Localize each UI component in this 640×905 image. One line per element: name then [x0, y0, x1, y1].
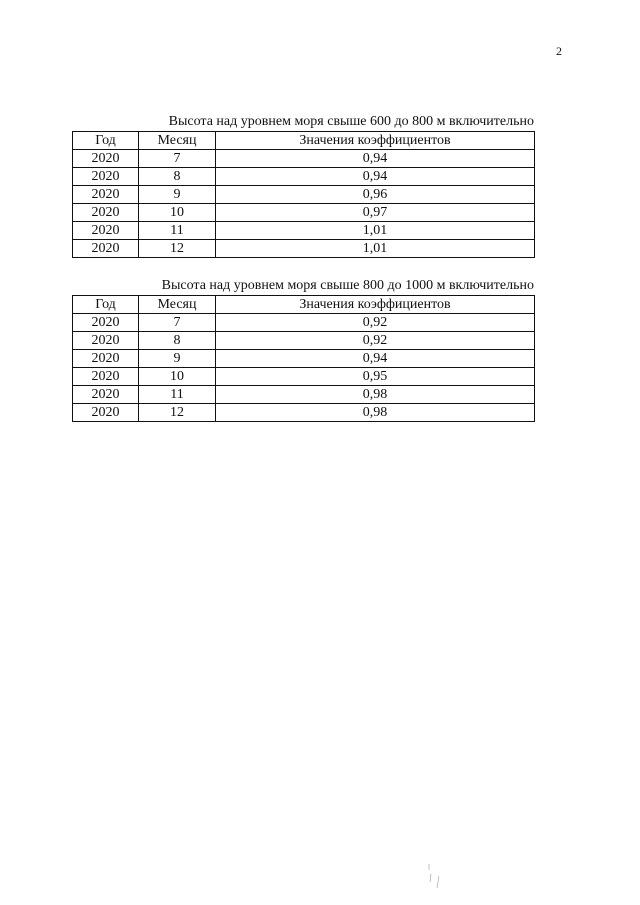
year-cell: 2020: [73, 186, 139, 204]
month-cell: 9: [139, 186, 216, 204]
coefficient-cell: 0,98: [216, 386, 535, 404]
year-cell: 2020: [73, 204, 139, 222]
table-row: [73, 386, 535, 404]
coefficients-table: [72, 131, 535, 258]
year-cell: 2020: [73, 314, 139, 332]
coefficient-cell: 0,94: [216, 150, 535, 168]
scan-specks: [425, 862, 443, 892]
month-cell: 7: [139, 314, 216, 332]
month-cell: 12: [139, 404, 216, 422]
header-month: Месяц: [139, 132, 216, 150]
table-header-row: [73, 132, 535, 150]
header-coefficient: Значения коэффициентов: [216, 296, 535, 314]
month-cell: 7: [139, 150, 216, 168]
month-cell: 10: [139, 204, 216, 222]
coefficient-cell: 0,94: [216, 168, 535, 186]
year-cell: 2020: [73, 222, 139, 240]
header-coefficient: Значения коэффициентов: [216, 132, 535, 150]
page-number: 2: [556, 44, 562, 58]
table-row: [73, 186, 535, 204]
table-row: [73, 404, 535, 422]
month-cell: 10: [139, 368, 216, 386]
coefficient-cell: 0,97: [216, 204, 535, 222]
table-row: [73, 168, 535, 186]
header-year: Год: [73, 132, 139, 150]
month-cell: 11: [139, 386, 216, 404]
year-cell: 2020: [73, 386, 139, 404]
year-cell: 2020: [73, 350, 139, 368]
coefficient-cell: 1,01: [216, 240, 535, 258]
coefficient-cell: 0,96: [216, 186, 535, 204]
table-row: [73, 240, 535, 258]
table-row: [73, 368, 535, 386]
table-row: [73, 332, 535, 350]
table-caption: Высота над уровнем моря свыше 600 до 800 м включительно: [168, 114, 534, 129]
year-cell: 2020: [73, 150, 139, 168]
year-cell: 2020: [73, 168, 139, 186]
coefficient-cell: 1,01: [216, 222, 535, 240]
table-row: [73, 150, 535, 168]
table-row: [73, 314, 535, 332]
month-cell: 9: [139, 350, 216, 368]
table-row: [73, 204, 535, 222]
month-cell: 11: [139, 222, 216, 240]
header-year: Год: [73, 296, 139, 314]
coefficient-cell: 0,98: [216, 404, 535, 422]
year-cell: 2020: [73, 240, 139, 258]
coefficients-table: [72, 295, 535, 422]
month-cell: 8: [139, 332, 216, 350]
coefficients-section-600-800: [72, 114, 534, 258]
table-row: [73, 222, 535, 240]
coefficient-cell: 0,95: [216, 368, 535, 386]
year-cell: 2020: [73, 368, 139, 386]
table-row: [73, 350, 535, 368]
coefficient-cell: 0,94: [216, 350, 535, 368]
coefficients-section-800-1000: [72, 278, 534, 422]
month-cell: 8: [139, 168, 216, 186]
coefficient-cell: 0,92: [216, 314, 535, 332]
month-cell: 12: [139, 240, 216, 258]
year-cell: 2020: [73, 404, 139, 422]
coefficient-cell: 0,92: [216, 332, 535, 350]
table-header-row: [73, 296, 535, 314]
year-cell: 2020: [73, 332, 139, 350]
table-caption: Высота над уровнем моря свыше 800 до 1000 м включительно: [161, 278, 534, 293]
header-month: Месяц: [139, 296, 216, 314]
